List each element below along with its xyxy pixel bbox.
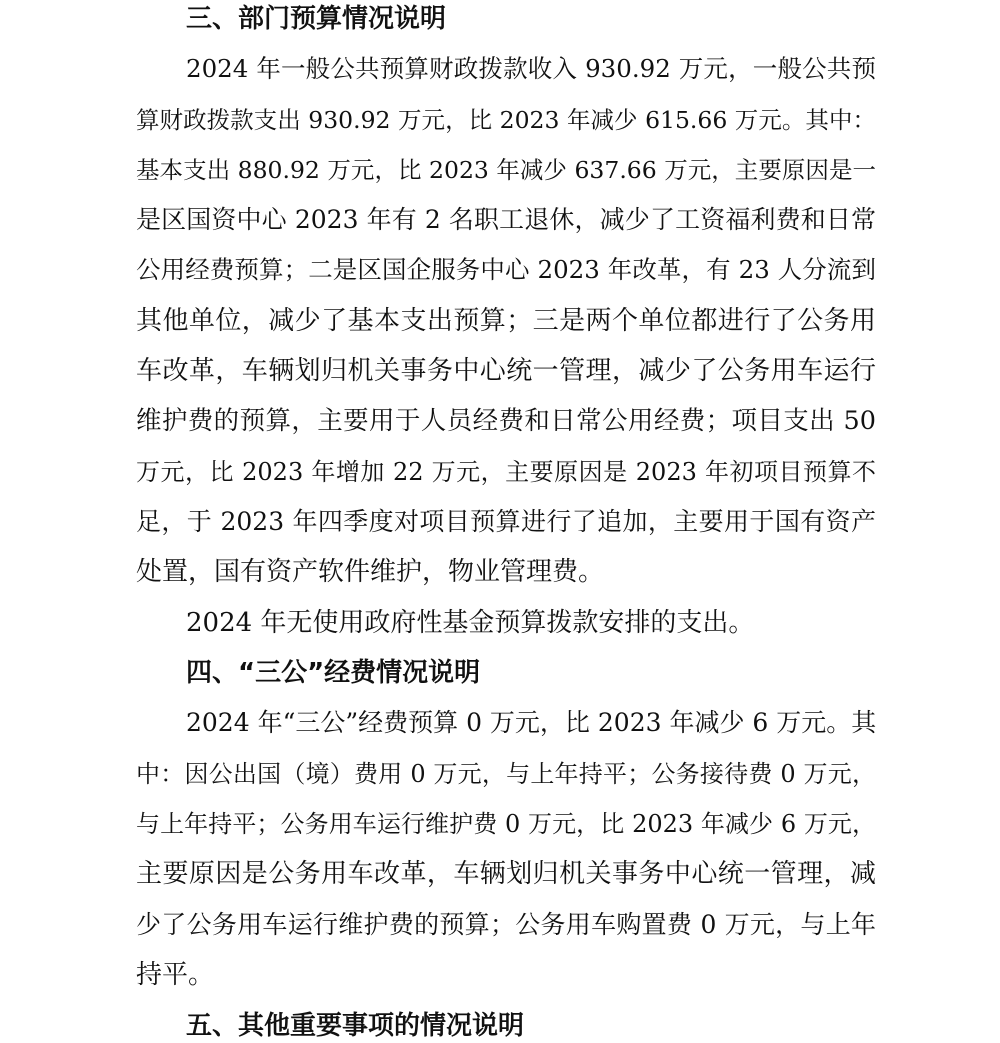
section-3-para-1-line-6: 其他单位，减少了基本支出预算；三是两个单位都进行了公务用 [136,306,876,336]
section-4-para-1-line-2: 中：因公出国（境）费用 0 万元，与上年持平；公务接待费 0 万元， [136,760,876,788]
section-5-heading: 五、其他重要事项的情况说明 [186,1011,525,1041]
section-3-para-1-line-2: 算财政拨款支出 930.92 万元，比 2023 年减少 615.66 万元。其中： [136,106,876,134]
section-3-para-2: 2024 年无使用政府性基金预算拨款安排的支出。 [186,608,755,638]
section-3-para-1-line-7: 车改革，车辆划归机关事务中心统一管理，减少了公务用车运行 [136,356,876,386]
section-3-para-1-line-3: 基本支出 880.92 万元，比 2023 年减少 637.66 万元，主要原因是一 [136,156,876,184]
section-3-para-1-line-11: 处置，国有资产软件维护，物业管理费。 [136,557,605,587]
section-3-para-1-line-4: 是区国资中心 2023 年有 2 名职工退休，减少了工资福利费和日常 [136,205,876,234]
section-4-para-1-line-5: 少了公务用车运行维护费的预算；公务用车购置费 0 万元，与上年 [136,910,876,939]
section-3-para-1-line-10: 足，于 2023 年四季度对项目预算进行了追加，主要用于国有资产 [136,507,876,536]
section-4-heading: 四、“三公”经费情况说明 [186,658,481,688]
section-3-heading: 三、部门预算情况说明 [186,4,447,34]
section-3-para-1-line-8: 维护费的预算，主要用于人员经费和日常公用经费；项目支出 50 [136,406,876,436]
section-3-para-1-line-5: 公用经费预算；二是区国企服务中心 2023 年改革，有 23 人分流到 [136,255,876,284]
section-3-para-1-line-9: 万元，比 2023 年增加 22 万元，主要原因是 2023 年初项目预算不 [136,458,876,486]
section-4-para-1-line-4: 主要原因是公务用车改革，车辆划归机关事务中心统一管理，减 [136,859,876,889]
section-4-para-1-line-1: 2024 年“三公”经费预算 0 万元，比 2023 年减少 6 万元。其 [186,708,877,737]
section-4-para-1-line-6: 持平。 [136,960,215,990]
section-4-para-1-line-3: 与上年持平；公务用车运行维护费 0 万元，比 2023 年减少 6 万元， [136,810,876,838]
section-3-para-1-line-1: 2024 年一般公共预算财政拨款收入 930.92 万元，一般公共预 [186,54,876,83]
